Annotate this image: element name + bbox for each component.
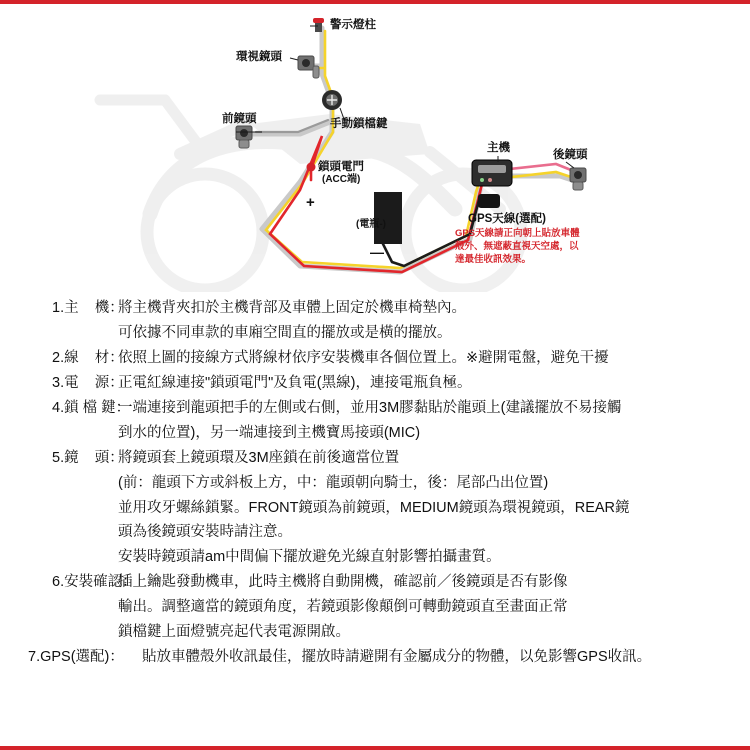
main-unit-icon <box>472 160 512 186</box>
label-ignition-acc-sub: (ACC端) <box>322 174 361 185</box>
rear-camera-icon <box>570 168 586 190</box>
step-body <box>118 346 750 371</box>
bottom-divider <box>0 746 750 750</box>
step-line: 並用攻牙螺絲鎖緊。FRONT鏡頭為前鏡頭，MEDIUM鏡頭為環視鏡頭，REAR鏡 <box>118 499 630 516</box>
step-line: 正電紅線連接"鎖頭電門"及負電(黑線)，連接電瓶負極。 <box>118 374 472 391</box>
label-main-unit: 主機 <box>487 142 510 154</box>
manual-lock-key-icon <box>322 90 342 110</box>
step-line: 輸出。調整適當的鏡頭角度，若鏡頭影像顛倒可轉動鏡頭直至畫面正常 <box>118 599 568 616</box>
label-gps-note-line2: 殼外、無遮蔽直視天空處，以 <box>455 241 579 252</box>
step-item <box>0 346 750 371</box>
label-battery: (電瓶-) <box>356 219 386 230</box>
step-line: 插上鑰匙發動機車，此時主機將自動開機，確認前／後鏡頭是否有影像 <box>118 574 568 591</box>
step-line: 一端連接到龍頭把手的左側或右側，並用3M膠黏貼於龍頭上(建議擺放不易接觸 <box>118 399 622 416</box>
step-number: 6.安裝確認： <box>52 574 137 591</box>
label-gps-note-line3: 達最佳收訊效果。 <box>455 254 532 265</box>
label-warning-light-pole: 警示燈柱 <box>330 19 376 31</box>
step-number: 3.電 源： <box>52 374 124 391</box>
step-line: (前：龍頭下方或斜板上方，中：龍頭朝向騎士，後：尾部凸出位置) <box>118 474 549 491</box>
step-line: 頭為後鏡頭安裝時請注意。 <box>118 524 292 541</box>
ignition-terminal-dot <box>307 163 316 172</box>
step-item <box>0 371 750 396</box>
step-line: 將鏡頭套上鏡頭環及3M座鎖在前後適當位置 <box>118 449 400 466</box>
step-number: 2.線 材： <box>52 349 124 366</box>
label-minus-terminal: — <box>370 244 384 260</box>
step-number: 5.鏡 頭： <box>52 449 124 466</box>
label-manual-lock-key: 手動鎖檔鍵 <box>330 118 388 130</box>
installation-steps <box>0 296 750 670</box>
label-gps-note-line1: GPS天線請正向朝上貼放車體 <box>455 228 580 239</box>
step-line: 貼放車體殼外收訊最佳，擺放時請避開有金屬成分的物體，以免影響GPS收訊。 <box>142 649 652 666</box>
step-line: 可依據不同車款的車廂空間直的擺放或是橫的擺放。 <box>118 324 452 341</box>
label-surround-camera: 環視鏡頭 <box>236 51 282 63</box>
step-line: 鎖檔鍵上面燈號亮起代表電源開啟。 <box>118 624 350 641</box>
step-item <box>0 446 750 571</box>
step-number: 4.鎖 檔 鍵： <box>52 399 131 416</box>
label-ignition-acc: 鎖頭電門 <box>318 161 364 173</box>
label-rear-camera: 後鏡頭 <box>553 149 588 161</box>
wiring-diagram <box>0 4 750 292</box>
step-line: 依照上圖的接線方式將線材依序安裝機車各個位置上。※避開電盤，避免干擾 <box>118 349 609 366</box>
step-body <box>118 570 750 645</box>
gps-antenna-icon <box>478 194 500 208</box>
step-body <box>118 396 750 446</box>
step-body <box>118 296 750 346</box>
step-item <box>0 645 750 670</box>
step-body <box>142 645 750 670</box>
step-item <box>0 570 750 645</box>
step-body <box>118 446 750 571</box>
step-line: 將主機背夾扣於主機背部及車體上固定於機車椅墊內。 <box>118 300 466 316</box>
step-item <box>0 396 750 446</box>
step-line: 安裝時鏡頭請am中間偏下擺放避免光線直射影響拍攝畫質。 <box>118 549 501 566</box>
step-body <box>118 371 750 396</box>
step-item <box>0 296 750 346</box>
step-number: 7.GPS(選配)： <box>28 649 124 666</box>
battery-icon <box>374 192 402 244</box>
step-number: 1.主 機： <box>52 300 124 316</box>
label-front-camera: 前鏡頭 <box>222 113 257 125</box>
surround-camera-icon <box>298 56 319 78</box>
label-gps-antenna: GPS天線(選配) <box>468 213 546 225</box>
step-line: 到水的位置)，另一端連接到主機寶馬接頭(MIC) <box>118 424 421 441</box>
label-plus-terminal: + <box>306 194 315 211</box>
